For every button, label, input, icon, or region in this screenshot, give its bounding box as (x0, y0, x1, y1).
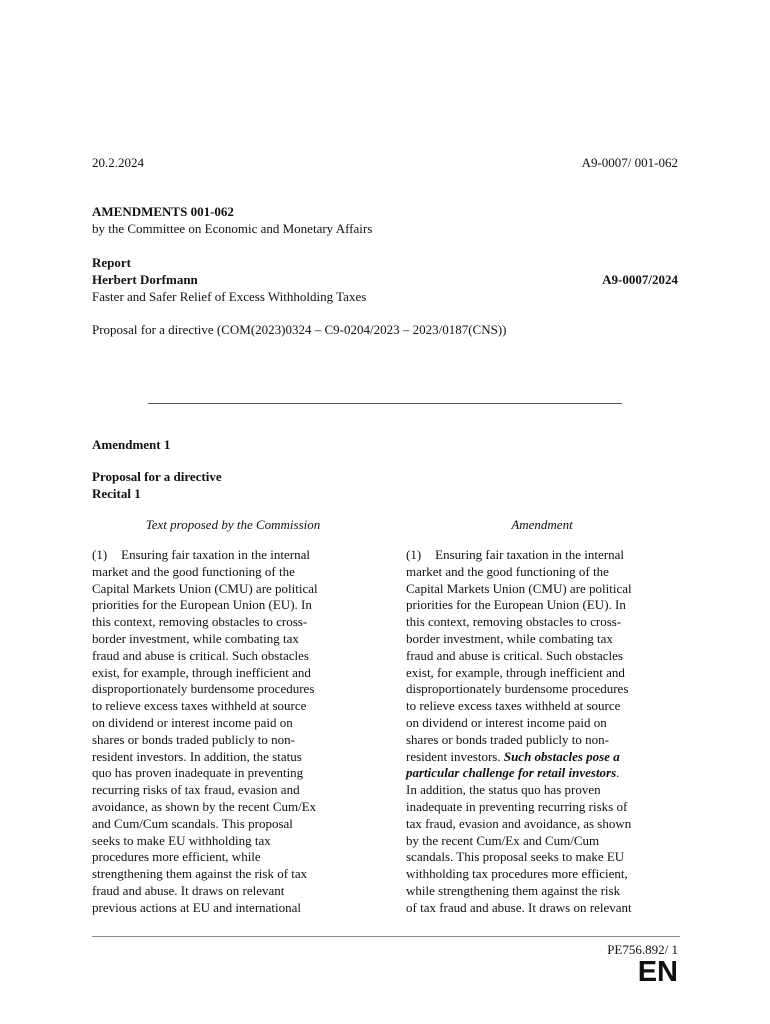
text-line: exist, for example, through inefficient and (92, 664, 311, 680)
text-line: disproportionately burdensome procedures (406, 681, 629, 697)
text-line: exist, for example, through inefficient and (406, 664, 625, 680)
added-text: particular challenge for retail investors (406, 765, 617, 781)
text-line: fraud and abuse. It draws on relevant (92, 882, 285, 898)
text-line: tax fraud, evasion and avoidance, as shown (406, 815, 632, 831)
amendment-text-heading: Amendment (511, 517, 573, 532)
language-code: EN (637, 956, 678, 988)
proposal-reference: Proposal for a directive (COM(2023)0324 – C9-0204/2023 – 2023/0187(CNS)) (92, 322, 507, 337)
text-line: fraud and abuse is critical. Such obstacles (92, 647, 309, 663)
text-line: procedures more efficient, while (92, 849, 261, 865)
text-line: (1) Ensuring fair taxation in the internal (406, 547, 624, 562)
amendment-text-column (406, 547, 678, 917)
text-line: inadequate in preventing recurring risks of (406, 798, 628, 814)
footer-rule (92, 936, 680, 937)
text-line: recurring risks of tax fraud, evasion and (92, 782, 300, 798)
text-line: this context, removing obstacles to cross- (92, 614, 308, 630)
text-line: seeks to make EU withholding tax (92, 832, 271, 848)
text-line: Capital Markets Union (CMU) are political (406, 580, 632, 596)
text-line: shares or bonds traded publicly to non- (92, 731, 295, 747)
rapporteur-name: Herbert Dorfmann (92, 272, 198, 287)
text-line: of tax fraud and abuse. It draws on relevant (406, 899, 632, 915)
commission-text-heading: Text proposed by the Commission (145, 517, 321, 532)
text-line: by the recent Cum/Ex and Cum/Cum (406, 832, 600, 848)
text-line: avoidance, as shown by the recent Cum/Ex (92, 798, 317, 814)
pe-number: PE756.892/ 1 (607, 942, 678, 957)
text-line: disproportionately burdensome procedures (92, 681, 315, 697)
text-line: priorities for the European Union (EU). In (92, 597, 312, 613)
text-line: market and the good functioning of the (92, 563, 295, 579)
text-line: strengthening them against the risk of tax (92, 866, 308, 882)
text-line: (1) Ensuring fair taxation in the internal (92, 547, 310, 562)
committee-name: by the Committee on Economic and Monetary Affairs (92, 221, 373, 236)
document-date: 20.2.2024 (92, 155, 144, 170)
text-line: to relieve excess taxes withheld at source (92, 698, 307, 714)
paragraph-number: (1) (92, 547, 108, 562)
text-line: shares or bonds traded publicly to non- (406, 731, 609, 747)
amendments-title: AMENDMENTS 001-062 (92, 204, 234, 219)
text-line: Capital Markets Union (CMU) are political (92, 580, 318, 596)
text-line: scandals. This proposal seeks to make EU (406, 849, 625, 865)
text-line: and Cum/Cum scandals. This proposal (92, 815, 293, 831)
separator-line (148, 403, 622, 404)
commission-text-column (92, 547, 374, 917)
text-line: particular challenge for retail investors. (406, 765, 620, 781)
text-line: this context, removing obstacles to cross- (406, 614, 622, 630)
report-title: Faster and Safer Relief of Excess Withholding Taxes (92, 289, 367, 304)
text-line: resident investors. In addition, the status (92, 748, 302, 764)
text-line: In addition, the status quo has proven (406, 782, 601, 798)
report-reference: A9-0007/2024 (602, 272, 678, 287)
amendment-number: Amendment 1 (92, 437, 171, 452)
text-line: on dividend or interest income paid on (92, 714, 293, 730)
text-line: withholding tax procedures more efficient, (406, 866, 628, 882)
text-line: while strengthening them against the risk (406, 882, 621, 898)
document-reference: A9-0007/ 001-062 (581, 155, 678, 170)
text-line: fraud and abuse is critical. Such obstacles (406, 647, 623, 663)
text-line: quo has proven inadequate in preventing (92, 765, 304, 781)
report-label: Report (92, 255, 131, 270)
text-line: border investment, while combating tax (92, 630, 299, 646)
text-line: border investment, while combating tax (406, 630, 613, 646)
added-text: Such obstacles pose a (503, 748, 620, 764)
text-line: previous actions at EU and international (92, 899, 302, 915)
recital-label: Recital 1 (92, 486, 141, 501)
text-line: on dividend or interest income paid on (406, 714, 607, 730)
text-line: resident investors. Such obstacles pose a (406, 748, 620, 764)
text-line: to relieve excess taxes withheld at source (406, 698, 621, 714)
paragraph-number: (1) (406, 547, 422, 562)
text-line: market and the good functioning of the (406, 563, 609, 579)
text-line: priorities for the European Union (EU). In (406, 597, 626, 613)
proposal-label: Proposal for a directive (92, 469, 222, 484)
